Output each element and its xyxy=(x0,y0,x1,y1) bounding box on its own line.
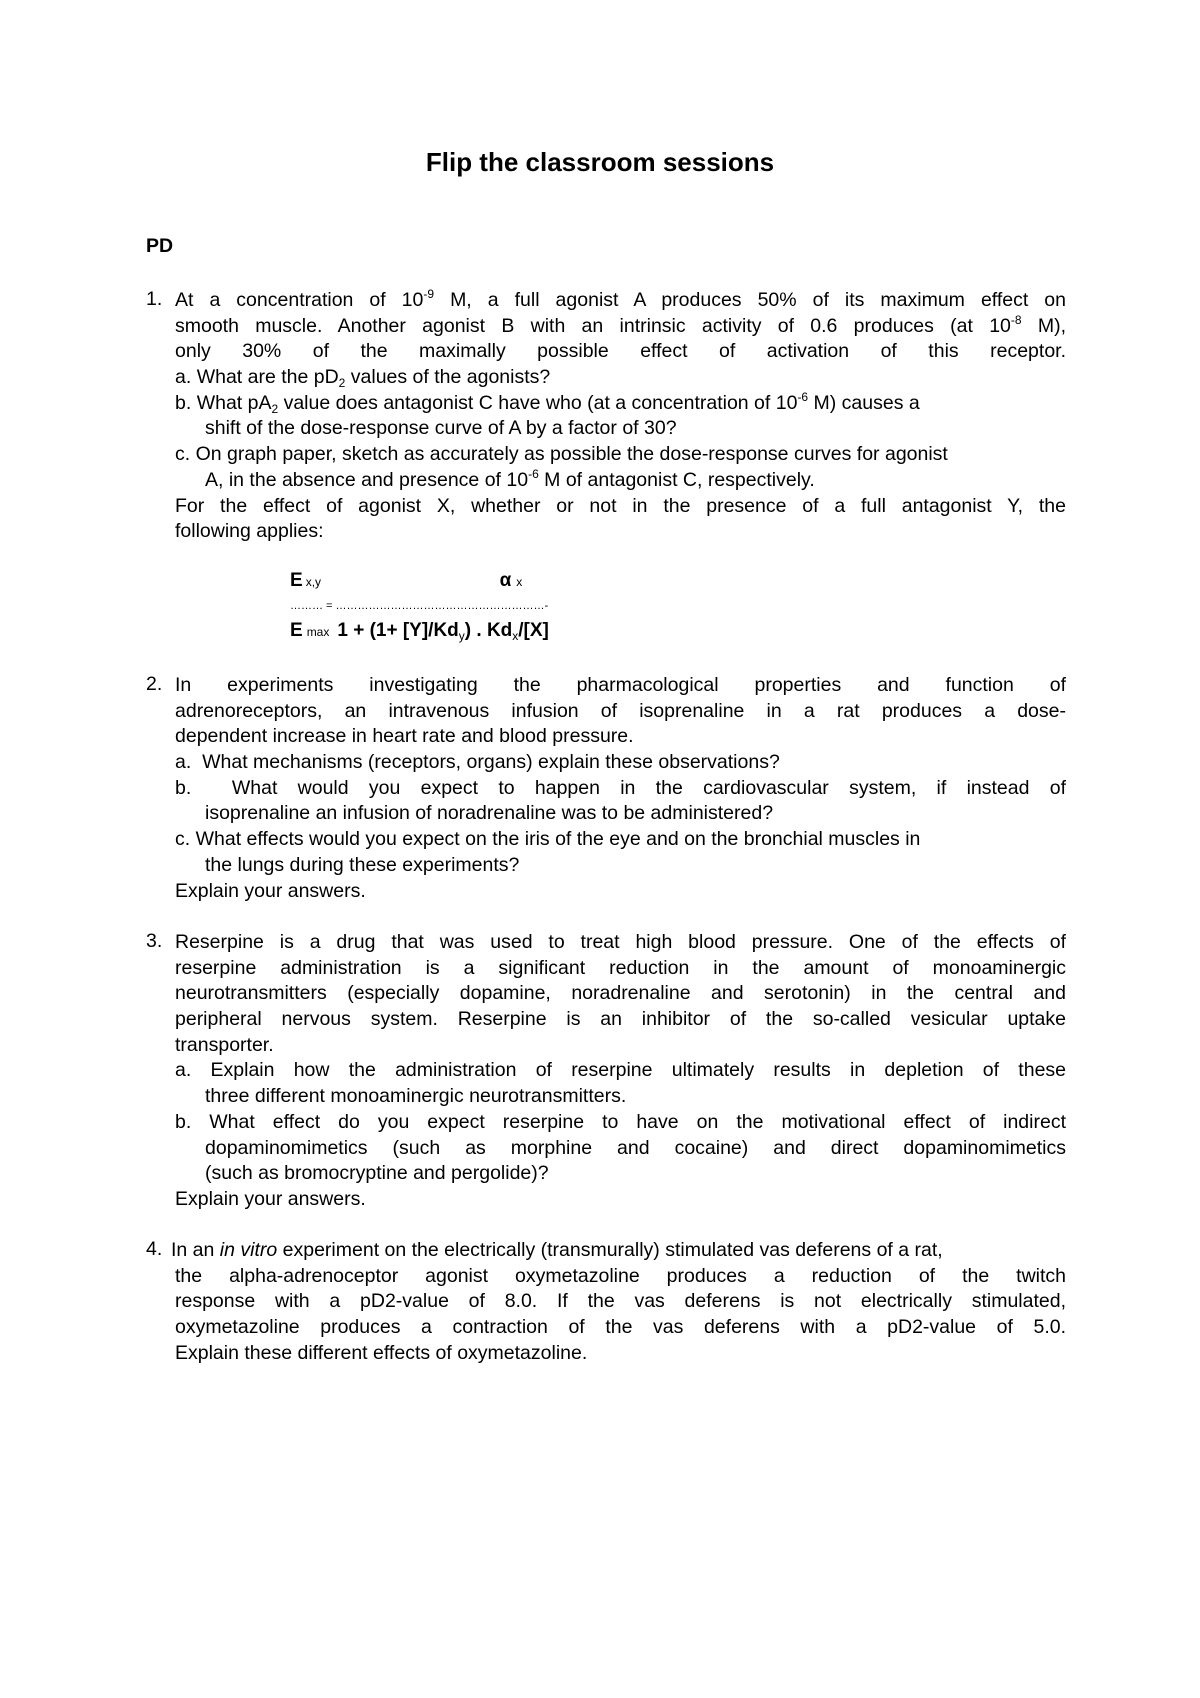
formula-fraction-line: ……… = …………………………………………………- xyxy=(290,600,549,612)
text-line: following applies: xyxy=(175,520,324,543)
question-number: 4. xyxy=(146,1238,163,1260)
text-line: oxymetazoline produces a contraction of the vas deferens with a pD2-value of 5.0. xyxy=(175,1316,1066,1339)
text-line: In an in vitro experiment on the electrically (transmurally) stimulated vas deferens of a rat, xyxy=(171,1239,943,1261)
question-3 xyxy=(146,930,1066,1213)
text-line: For the effect of agonist X, whether or not in the presence of a full antagonist Y, the xyxy=(175,494,1066,517)
sub-question-b: b. What effect do you expect reserpine to have on the motivational effect of indirect xyxy=(175,1110,1066,1133)
text-line: the alpha-adrenoceptor agonist oxymetazoline produces a reduction of the twitch xyxy=(175,1264,1066,1287)
page-title: Flip the classroom sessions xyxy=(425,147,775,177)
text-line: Explain your answers. xyxy=(175,1187,366,1210)
text-line: dependent increase in heart rate and blood pressure. xyxy=(175,725,634,748)
question-number: 2. xyxy=(146,673,163,695)
sub-question-c: c. On graph paper, sketch as accurately as possible the dose-response curves for agonist xyxy=(175,443,948,466)
text-line: Reserpine is a drug that was used to treat high blood pressure. One of the effects of xyxy=(175,931,1066,953)
sub-question-b: b. What would you expect to happen in the cardiovascular system, if instead of xyxy=(175,776,1066,799)
text-line: response with a pD2-value of 8.0. If the vas deferens is not electrically stimulated, xyxy=(175,1290,1066,1313)
question-4 xyxy=(146,1238,1066,1366)
question-2 xyxy=(146,673,1066,904)
sub-question-b: b. What $pA_2$ value does antagonist C have who (at a concentration of $10^{-6}$ M) causes a xyxy=(175,389,920,416)
text-line: smooth muscle. Another agonist B with an intrinsic activity of 0.6 produces (at $10^{-8}$ M), xyxy=(175,313,1066,337)
sub-question-c: c. What effects would you expect on the iris of the eye and on the bronchial muscles in xyxy=(175,828,921,851)
text-line: adrenoreceptors, an intravenous infusion of isoprenaline in a rat produces a dose- xyxy=(175,699,1066,722)
formula-denominator: Emax $1 + (1+ [Y]/Kd_y)$ . $Kd_x/[X]$ xyxy=(290,620,549,643)
question-1 xyxy=(146,288,1066,545)
text-line: (such as bromocryptine and pergolide)? xyxy=(205,1162,549,1185)
text-line: shift of the dose-response curve of A by a factor of 30? xyxy=(205,417,677,440)
text-line: dopaminomimetics (such as morphine and cocaine) and direct dopaminomimetics xyxy=(205,1136,1066,1159)
formula xyxy=(290,570,610,642)
text-line: At a concentration of $10^{-9}$ M, a full agonist A produces 50% of its maximum effect on xyxy=(175,288,1066,311)
question-number: 3. xyxy=(146,930,163,952)
text-line: the lungs during these experiments? xyxy=(205,853,520,876)
text-line: Explain these different effects of oxymetazoline. xyxy=(175,1341,588,1364)
text-line: neurotransmitters (especially dopamine, noradrenaline and serotonin) in the central and xyxy=(175,982,1066,1005)
text-line: isoprenaline an infusion of noradrenaline was to be administered? xyxy=(205,802,774,825)
formula-numerator: Ex,y α x xyxy=(290,570,523,591)
section-heading: PD xyxy=(146,235,174,257)
sub-question-a: a. What are the $pD_2$ values of the agonists? xyxy=(175,366,551,391)
text-line: reserpine administration is a significant reduction in the amount of monoaminergic xyxy=(175,956,1066,979)
text-line: three different monoaminergic neurotransmitters. xyxy=(205,1085,627,1108)
text-line: transporter. xyxy=(175,1033,274,1056)
sub-question-a: a. Explain how the administration of reserpine ultimately results in depletion of these xyxy=(175,1059,1066,1082)
text-line: peripheral nervous system. Reserpine is an inhibitor of the so-called vesicular uptake xyxy=(175,1008,1066,1031)
text-line: only 30% of the maximally possible effect of activation of this receptor. xyxy=(175,340,1066,363)
sub-question-a: a. What mechanisms (receptors, organs) explain these observations? xyxy=(175,751,780,774)
question-number: 1. xyxy=(146,288,163,310)
text-line: Explain your answers. xyxy=(175,879,366,902)
text-line: A, in the absence and presence of $10^{-6}$ M of antagonist C, respectively. xyxy=(205,466,815,491)
text-line: In experiments investigating the pharmacological properties and function of xyxy=(175,674,1066,696)
